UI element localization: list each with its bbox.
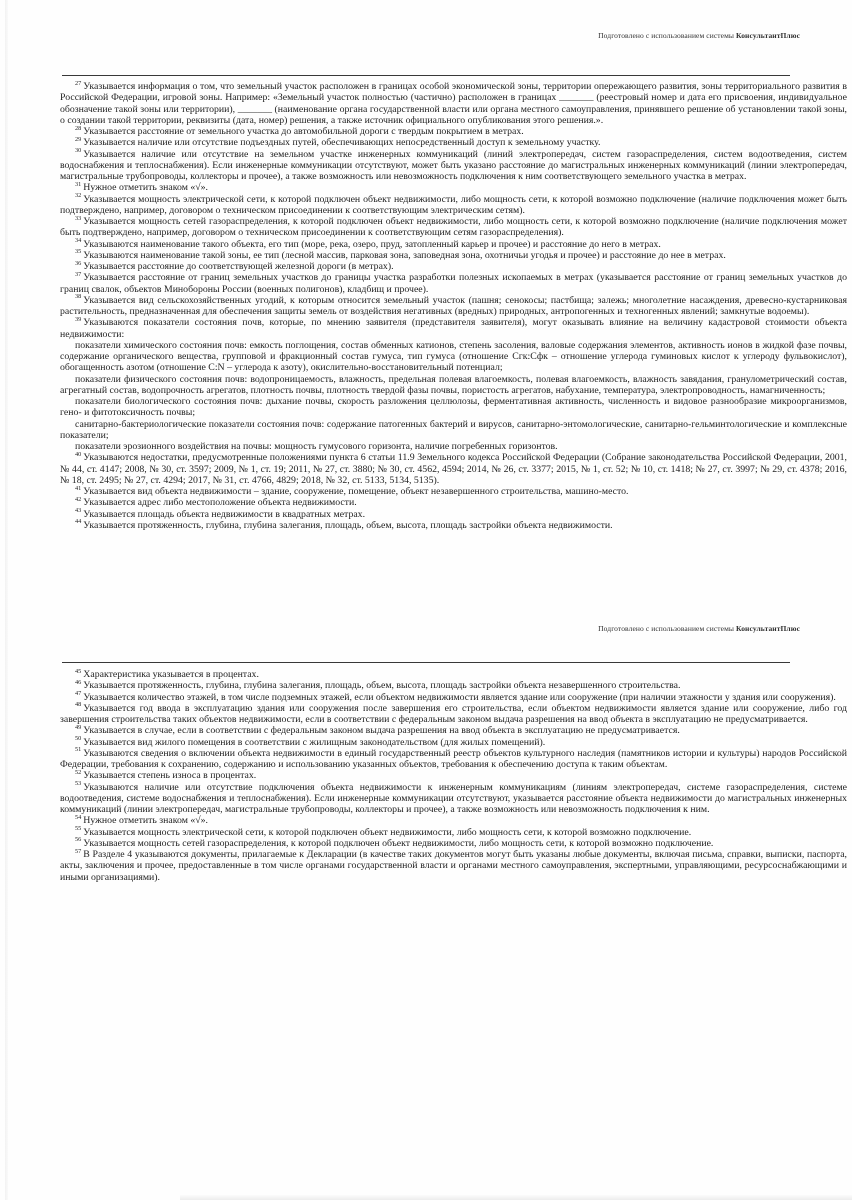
footnote-53: $^{53}$ Указываются наличие или отсутствие подключения объекта недвижимости к инженерным коммуникациям (линиям электропередач, системе газораспределения, системе водоотведения, системе водоснабжения и теплоснабжения). Если инженерные коммуникации отсутствуют, указывается расстояние объекта недвижимости до магистральных инженерных коммуникаций (линии электропередач, магистральные трубопроводы, коллекторы и прочее), а также возможность или невозможность подключения к ним. [60, 780, 847, 815]
footnote-52: $^{52}$ Указывается степень износа в процентах. [75, 768, 257, 782]
footnote-45: $^{45}$ Характеристика указывается в процентах. [75, 667, 259, 680]
footnote-number: 50 [75, 735, 82, 743]
footnote-number: 28 [75, 124, 82, 132]
footnote-number: 27 [75, 79, 82, 87]
footnote-57: $^{57}$ В Разделе 4 указываются документы, прилагаемые к Декларации (в качестве таких документов могут быть указаны любые документы, включая письма, справки, выписки, паспорта, акты, заключения и прочее, предоставленные в том числе органами государственной власти и органами местного самоуправления, экспертными, управляющими, ресурсоснабжающими и иными организациями). [60, 847, 847, 883]
footnote-48: $^{48}$ Указывается год ввода в эксплуатацию здания или сооружения после завершения его строительства, если объектом недвижимости является здание или сооружение, либо год завершения строительства таких объектов недвижимости, если в соответствии с федеральным законом выдача разрешения на ввод объекта в эксплуатацию не предусматривается. [60, 701, 847, 725]
footnote-number: 49 [75, 723, 82, 731]
footnote-number: 37 [75, 270, 82, 278]
footnote-number: 46 [75, 678, 82, 686]
footnote-number: 35 [75, 248, 82, 256]
footnote-number: 39 [75, 315, 82, 323]
footnote-separator-line-1 [62, 75, 790, 76]
footnote-block-2 [60, 669, 847, 883]
footnote-39-paragraph: показатели эрозионного воздействия на почвы: мощность гумусового горизонта, наличие погребенных горизонтов. [75, 441, 558, 452]
footnote-27: $^{27}$ Указывается информация о том, что земельный участок расположен в границах особой экономической зоны, территории опережающего развития, зоны территориального развития в Российской Федерации, игровой зоны. Например: «Земельный участок полностью (частично) расположен в границах _______ (реестровый номер и дата его присвоения, индивидуальное обозначение такой зоны или территории), _______ (наименование органа государственной власти или органа местного самоуправления, принявшего решение об установлении такой зоны, о создании такой территории, реквизиты (дата, номер) решения, а также источник официального опубликования этого решения.». [60, 79, 847, 126]
footnote-number: 44 [75, 518, 82, 526]
footnote-number: 32 [75, 192, 82, 200]
footnote-39-paragraph: показатели физического состояния почв: водопроницаемость, влажность, предельная полевая влагоемкость, полевая влагоемкость, влажность завядания, гранулометрический состав, агрегатный состав, водопрочность агрегатов, плотность почвы, плотность твердой фазы почвы, пористость агрегатов, набухание, температура, электропроводность, намагниченность; [60, 373, 847, 396]
footnote-32: $^{32}$ Указывается мощность электрической сети, к которой подключен объект недвижимости, либо мощность сети, к которой возможно подключение (наличие подключения может быть подтверждено, например, договором о техническом присоединении к соответствующим электрическим сетям). [60, 192, 847, 216]
scan-bottom-edge-artifact [180, 1195, 852, 1200]
footnote-number: 43 [75, 507, 82, 515]
footnote-33: $^{33}$ Указывается мощность сетей газораспределения, к которой подключен объект недвижимости, либо мощность сети, к которой возможно подключение (наличие подключения может быть подтверждено, например, договором о техническом присоединении к соответствующим сетям газораспределения). [60, 214, 847, 239]
footnote-42: $^{42}$ Указывается адрес либо местоположение объекта недвижимости. [75, 495, 357, 509]
footnote-49: $^{49}$ Указывается в случае, если в соответствии с федеральным законом выдача разрешения на ввод объекта в эксплуатацию не предусматривается. [75, 723, 680, 737]
footnote-number: 57 [75, 847, 82, 855]
footnote-31: $^{31}$ Нужное отметить знаком «√». [75, 180, 208, 194]
watermark-brand: КонсультантПлюс [736, 624, 800, 633]
footnote-30: $^{30}$ Указывается наличие или отсутствие на земельном участке инженерных коммуникаций (линий электропередач, систем газораспределения, систем водоотведения, систем водоснабжения и теплоснабжения). Если инженерные коммуникации отсутствуют, может быть указано расстояние до магистральных инженерных коммуникаций (линии электропередач, магистральные трубопроводы, коллекторы и прочее), а также возможность или невозможность подключения к ним соответствующего земельного участка в метрах. [60, 147, 847, 182]
footnote-number: 55 [75, 825, 82, 833]
footnote-number: 41 [75, 484, 82, 492]
footnote-39: $^{39}$ Указываются показатели состояния почв, которые, по мнению заявителя (представителя заявителя), могут оказывать влияние на величину кадастровой стоимости объекта недвижимости: [60, 315, 847, 340]
footnote-number: 40 [75, 450, 82, 458]
watermark-brand: КонсультантПлюс [736, 31, 800, 40]
footnote-number: 53 [75, 780, 82, 788]
footnote-block-1 [60, 81, 847, 531]
footnote-28: $^{28}$ Указывается расстояние от земельного участка до автомобильной дороги с твердым покрытием в метрах. [75, 124, 524, 137]
footnote-41: $^{41}$ Указывается вид объекта недвижимости – здание, сооружение, помещение, объект незавершенного строительства, машино-место. [75, 484, 629, 497]
footnote-44: $^{44}$ Указывается протяженность, глубина, глубина залегания, площадь, объем, высота, площадь застройки объекта недвижимости. [75, 518, 613, 531]
footnote-number: 29 [75, 135, 82, 143]
consultantplus-watermark-top [598, 31, 800, 40]
footnote-50: $^{50}$ Указывается вид жилого помещения в соответствии с жилищным законодательством (для жилых помещений). [75, 735, 546, 748]
footnote-number: 36 [75, 259, 82, 267]
footnote-47: $^{47}$ Указывается количество этажей, в том числе подземных этажей, если объектом недвижимости является здание или сооружение (при наличии этажности у здания или сооружения). [75, 690, 836, 703]
scan-left-edge-artifact [5, 0, 8, 1200]
footnote-29: $^{29}$ Указывается наличие или отсутствие подъездных путей, обеспечивающих непосредственный доступ к земельному участку. [75, 135, 601, 149]
footnote-36: $^{36}$ Указывается расстояние до соответствующей железной дороги (в метрах). [75, 259, 394, 272]
footnote-51: $^{51}$ Указываются сведения о включении объекта недвижимости в единый государственный реестр объектов культурного наследия (памятников истории и культуры) народов Российской Федерации, требования к сохранению, содержанию и использованию указанных объектов, требования к обеспечению доступа к таким объектам. [60, 746, 847, 770]
footnote-number: 52 [75, 768, 82, 776]
footnote-55: $^{55}$ Указывается мощность электрической сети, к которой подключен объект недвижимости, либо мощность сети, к которой возможно подключение. [75, 825, 692, 838]
footnote-number: 45 [75, 667, 82, 675]
footnote-number: 51 [75, 746, 82, 754]
footnote-number: 42 [75, 495, 82, 503]
footnote-number: 47 [75, 690, 82, 698]
footnote-number: 48 [75, 701, 82, 709]
footnote-40: $^{40}$ Указываются недостатки, предусмотренные положениями пункта 6 статьи 11.9 Земельного кодекса Российской Федерации (Собрание законодательства Российской Федерации, 2001, № 44, ст. 4147; 2008, № 30, ст. 3597; 2009, № 1, ст. 19; 2011, № 27, ст. 3880; № 30, ст. 4562, 4594; 2014, № 26, ст. 3377; 2015, № 1, ст. 52; № 10, ст. 1418; № 27, ст. 3997; № 29, ст. 4378; 2016, № 18, ст. 2495; № 27, ст. 4294; 2017, № 31, ст. 4766, 4829; 2018, № 32, ст. 5133, 5134, 5135). [60, 450, 847, 486]
footnote-46: $^{46}$ Указывается протяженность, глубина, глубина залегания, площадь, объем, высота, площадь застройки объекта незавершенного строительства. [75, 678, 681, 692]
footnote-number: 38 [75, 293, 82, 301]
watermark-prefix: Подготовлено с использованием системы [598, 624, 737, 633]
footnote-54: $^{54}$ Нужное отметить знаком «√». [75, 813, 208, 827]
footnote-number: 33 [75, 214, 82, 222]
footnote-37: $^{37}$ Указывается расстояние от границ земельных участков до границы участка разработки полезных ископаемых в метрах (указывается расстояние от границ земельных участков до границ свалок, объектов Минобороны России (военных полигонов), кладбищ и прочее). [60, 270, 847, 295]
footnote-34: $^{34}$ Указываются наименование такого объекта, его тип (море, река, озеро, пруд, затопленный карьер и прочее) и расстояние до него в метрах. [75, 237, 661, 250]
consultantplus-watermark-middle [598, 624, 800, 633]
footnote-number: 31 [75, 180, 82, 188]
footnote-number: 56 [75, 836, 82, 844]
footnote-39-paragraph: санитарно-бактериологические показатели состояния почв: содержание патогенных бактерий и вирусов, санитарно-энтомологические, санитарно-гельминтологические и комплексные показатели; [60, 418, 847, 441]
footnote-number: 30 [75, 147, 82, 155]
footnote-56: $^{56}$ Указывается мощность сетей газораспределения, к которой подключен объект недвижимости, либо мощность сети, к которой возможно подключение. [75, 836, 714, 849]
footnote-separator-line-2 [62, 662, 790, 663]
watermark-prefix: Подготовлено с использованием системы [598, 31, 737, 40]
footnote-number: 34 [75, 237, 82, 245]
footnote-43: $^{43}$ Указывается площадь объекта недвижимости в квадратных метрах. [75, 507, 366, 520]
footnote-number: 54 [75, 813, 82, 821]
footnote-39-paragraph: показатели биологического состояния почв: дыхание почвы, скорость разложения целлюлозы, ферментативная активность, численность и видовое разнообразие микроорганизмов, гено- и фитотоксичность почвы; [60, 396, 847, 419]
footnote-35: $^{35}$ Указываются наименование такой зоны, ее тип (лесной массив, парковая зона, заповедная зона, охотничьи угодья и прочее) и расстояние до нее в метрах. [75, 248, 726, 261]
footnote-38: $^{38}$ Указывается вид сельскохозяйственных угодий, к которым относится земельный участок (пашня; сенокосы; пастбища; залежь; многолетние насаждения, древесно-кустарниковая растительность, предназначенная для обеспечения защиты земель от воздействия негативных (вредных) природных, антропогенных и техногенных явлений; замкнутые водоемы). [60, 293, 847, 317]
footnote-39-paragraph: показатели химического состояния почв: емкость поглощения, состав обменных катионов, степень засоления, валовые содержания элементов, активность ионов в жидкой фазе почвы, содержание органического вещества, групповой и фракционный состав гумуса, тип гумуса (отношение Сгк:Сфк – отношение углерода гуминовых кислот к углероду фульвокислот), обогащенность азотом (отношение C:N – углерода к азоту), окислительно-восстановительный потенциал; [60, 339, 847, 374]
